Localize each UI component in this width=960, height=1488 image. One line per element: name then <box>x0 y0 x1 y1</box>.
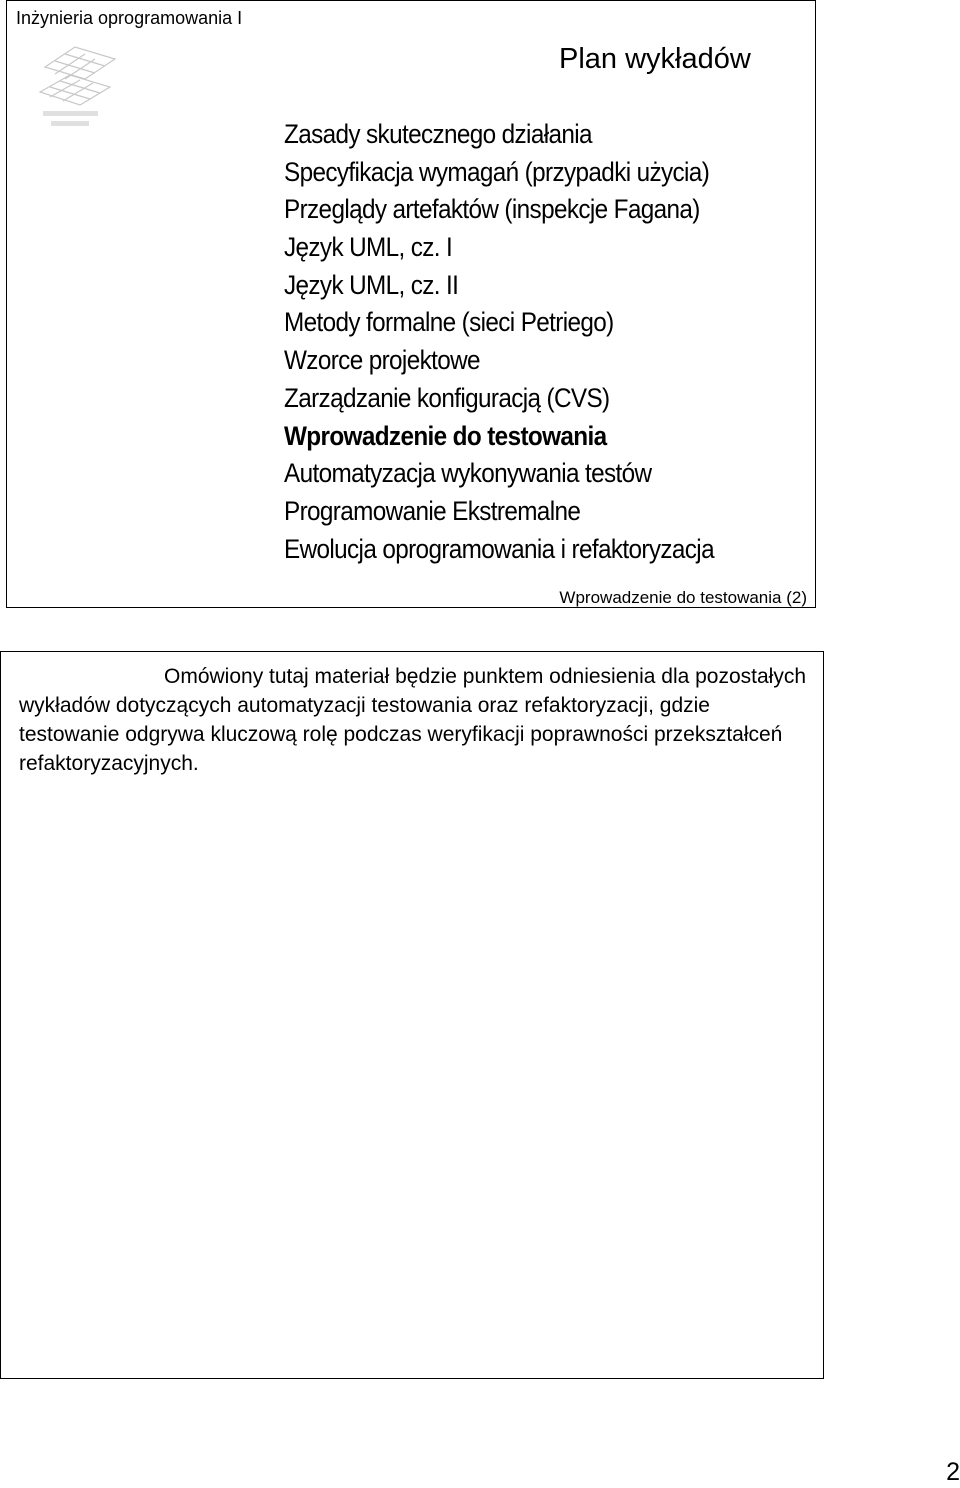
agenda-item: Automatyzacja wykonywania testów <box>284 458 652 489</box>
slide-footer: Wprowadzenie do testowania (2) <box>559 588 807 607</box>
agenda-item: Specyfikacja wymagań (przypadki użycia) <box>284 156 710 187</box>
agenda-item: Język UML, cz. II <box>284 269 459 300</box>
notes-box <box>0 651 824 1379</box>
slide-frame <box>6 0 816 608</box>
logo-icon <box>35 37 125 137</box>
page-number: 2 <box>946 1458 960 1486</box>
slide-title: Plan wykładów <box>559 43 751 75</box>
agenda-item-current: Wprowadzenie do testowania <box>284 420 607 451</box>
agenda-item: Ewolucja oprogramowania i refaktoryzacja <box>284 533 714 564</box>
agenda-list <box>284 116 714 568</box>
agenda-item: Programowanie Ekstremalne <box>284 495 581 526</box>
agenda-item: Metody formalne (sieci Petriego) <box>284 307 614 338</box>
agenda-item: Przeglądy artefaktów (inspekcje Fagana) <box>284 194 700 225</box>
agenda-item: Wzorce projektowe <box>284 345 480 376</box>
agenda-item: Zarządzanie konfiguracją (CVS) <box>284 382 610 413</box>
agenda-item: Język UML, cz. I <box>284 232 453 263</box>
agenda-item: Zasady skutecznego działania <box>284 119 592 149</box>
document-header-title: Inżynieria oprogramowania I <box>16 8 243 28</box>
notes-text: Omówiony tutaj materiał będzie punktem odniesienia dla pozostałych wykładów dotyczących automatyzacji testowania oraz refaktoryzacji, gdzie testowanie odgrywa kluczową rolę podczas weryfikacji poprawności przekształceń refaktoryzacyjnych. <box>19 665 807 775</box>
